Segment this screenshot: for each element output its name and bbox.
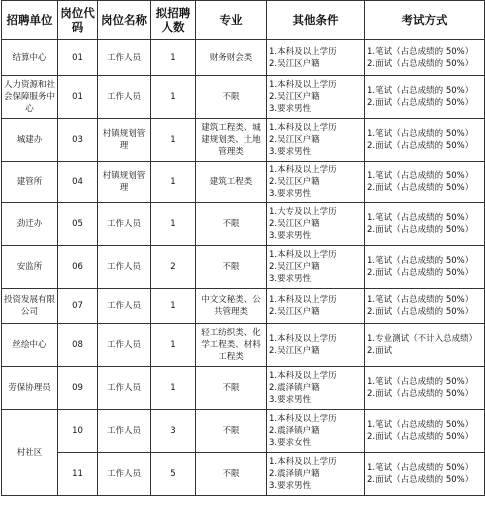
- unit-cell: 城建办: [2, 119, 58, 162]
- unit-cell: 建管所: [2, 162, 58, 203]
- exam-line: 1.专业测试（不计入总成绩）: [367, 334, 478, 344]
- exam-cell: [365, 162, 485, 203]
- exam-cell: [365, 324, 485, 367]
- header-unit: 招聘单位: [2, 1, 58, 40]
- count-cell: 1: [151, 76, 196, 119]
- condition-line: 3.要求男性: [269, 104, 312, 114]
- code-cell: 10: [58, 410, 98, 453]
- conditions-cell: [267, 162, 365, 203]
- major-cell: 建筑工程类: [196, 162, 267, 203]
- condition-line: 2.震泽镇户籍: [269, 469, 320, 479]
- condition-line: 1.本科及以上学历: [269, 371, 337, 381]
- unit-cell: 安监所: [2, 246, 58, 289]
- count-cell: 5: [151, 453, 196, 496]
- code-cell: 06: [58, 246, 98, 289]
- condition-line: 2.吴江区户籍: [269, 307, 320, 317]
- conditions-cell: [267, 246, 365, 289]
- position-cell: 工作人员: [98, 40, 151, 76]
- condition-line: 1.本科及以上学历: [269, 165, 337, 175]
- exam-line: 1.笔试（占总成绩的 50%）: [367, 463, 474, 473]
- condition-line: 2.吴江区户籍: [269, 262, 320, 272]
- condition-line: 2.吴江区户籍: [269, 135, 320, 145]
- exam-line: 2.面试（占总成绩的 50%）: [367, 307, 474, 317]
- major-cell: 不限: [196, 76, 267, 119]
- position-cell: 工作人员: [98, 453, 151, 496]
- condition-line: 2.震泽镇户籍: [269, 426, 320, 436]
- table-row: [2, 289, 485, 324]
- exam-cell: [365, 203, 485, 246]
- exam-line: 2.面试: [367, 346, 393, 356]
- exam-line: 2.面试（占总成绩的 50%）: [367, 98, 474, 108]
- condition-line: 2.吴江区户籍: [269, 346, 320, 356]
- unit-cell: 投资发展有限公司: [2, 289, 58, 324]
- count-cell: 1: [151, 324, 196, 367]
- position-cell: 工作人员: [98, 367, 151, 410]
- table-row: [2, 203, 485, 246]
- exam-line: 1.笔试（占总成绩的 50%）: [367, 256, 474, 266]
- condition-line: 2.吴江区户籍: [269, 58, 320, 69]
- condition-line: 3.要求女性: [269, 438, 312, 448]
- table-row: [2, 367, 485, 410]
- header-count: 拟招聘人数: [151, 1, 196, 40]
- code-cell: 11: [58, 453, 98, 496]
- exam-line: 2.面试（占总成绩的 50%）: [367, 432, 474, 442]
- unit-cell: 劲迁办: [2, 203, 58, 246]
- exam-line: 1.笔试（占总成绩的 50%）: [367, 420, 474, 430]
- table-row: [2, 246, 485, 289]
- condition-line: 3.要求男性: [269, 231, 312, 241]
- header-conditions: 其他条件: [267, 1, 365, 40]
- exam-cell: [365, 119, 485, 162]
- major-cell: 不限: [196, 246, 267, 289]
- major-cell: 建筑工程类、城建规划类、土地管理类: [196, 119, 267, 162]
- condition-line: 3.要求男性: [269, 481, 312, 491]
- exam-cell: [365, 76, 485, 119]
- unit-cell: 劳保协理员: [2, 367, 58, 410]
- conditions-cell: [267, 40, 365, 76]
- exam-cell: [365, 367, 485, 410]
- condition-line: 1.本科及以上学历: [269, 123, 337, 133]
- code-cell: 08: [58, 324, 98, 367]
- condition-line: 3.要求男性: [269, 189, 312, 199]
- exam-line: 1.笔试（占总成绩的 50%）: [367, 295, 474, 305]
- conditions-cell: [267, 367, 365, 410]
- position-cell: 工作人员: [98, 76, 151, 119]
- code-cell: 09: [58, 367, 98, 410]
- table-row: [2, 40, 485, 76]
- major-cell: 不限: [196, 453, 267, 496]
- conditions-cell: [267, 453, 365, 496]
- major-cell: 轻工纺织类、化学工程类、材料工程类: [196, 324, 267, 367]
- condition-line: 1.本科及以上学历: [269, 334, 337, 344]
- exam-line: 2.面试（占总成绩的 50%）: [367, 225, 474, 235]
- condition-line: 1.本科及以上学历: [269, 250, 337, 260]
- position-cell: 工作人员: [98, 203, 151, 246]
- exam-line: 2.面试（占总成绩的 50%）: [367, 475, 474, 485]
- exam-cell: [365, 40, 485, 76]
- major-cell: 不限: [196, 410, 267, 453]
- code-cell: 07: [58, 289, 98, 324]
- condition-line: 1.本科及以上学历: [269, 80, 337, 90]
- exam-cell: [365, 246, 485, 289]
- exam-line: 1.笔试（占总成绩的 50%）: [367, 213, 474, 223]
- conditions-cell: [267, 289, 365, 324]
- count-cell: 1: [151, 119, 196, 162]
- condition-line: 3.要求男性: [269, 274, 312, 284]
- position-cell: 村镇规划管理: [98, 162, 151, 203]
- position-cell: 工作人员: [98, 410, 151, 453]
- count-cell: 1: [151, 367, 196, 410]
- header-code: 岗位代码: [58, 1, 98, 40]
- exam-line: 2.面试（占总成绩的 50%）: [367, 58, 474, 69]
- code-cell: 01: [58, 76, 98, 119]
- unit-cell: 结算中心: [2, 40, 58, 76]
- code-cell: 03: [58, 119, 98, 162]
- code-cell: 04: [58, 162, 98, 203]
- header-exam: 考试方式: [365, 1, 485, 40]
- exam-line: 2.面试（占总成绩的 50%）: [367, 141, 474, 151]
- condition-line: 2.吴江区户籍: [269, 177, 320, 187]
- count-cell: 1: [151, 289, 196, 324]
- exam-line: 1.笔试（占总成绩的 50%）: [367, 86, 474, 96]
- exam-cell: [365, 289, 485, 324]
- exam-cell: [365, 453, 485, 496]
- conditions-cell: [267, 410, 365, 453]
- exam-line: 2.面试（占总成绩的 50%）: [367, 268, 474, 278]
- condition-line: 1.本科及以上学历: [269, 46, 337, 57]
- table-row: [2, 410, 485, 453]
- count-cell: 1: [151, 40, 196, 76]
- header-position: 岗位名称: [98, 1, 151, 40]
- conditions-cell: [267, 324, 365, 367]
- condition-line: 3.要求男性: [269, 395, 312, 405]
- recruitment-table: [1, 0, 485, 496]
- table-row: [2, 76, 485, 119]
- position-cell: 工作人员: [98, 246, 151, 289]
- exam-line: 1.笔试（占总成绩的 50%）: [367, 46, 474, 57]
- exam-line: 1.笔试（占总成绩的 50%）: [367, 171, 474, 181]
- table-row: [2, 162, 485, 203]
- condition-line: 2.震泽镇户籍: [269, 383, 320, 393]
- count-cell: 2: [151, 246, 196, 289]
- condition-line: 3.要求男性: [269, 147, 312, 157]
- condition-line: 1.本科及以上学历: [269, 457, 337, 467]
- condition-line: 1.本科及以上学历: [269, 414, 337, 424]
- count-cell: 1: [151, 162, 196, 203]
- unit-cell: 丝绘中心: [2, 324, 58, 367]
- exam-cell: [365, 410, 485, 453]
- exam-line: 2.面试（占总成绩的 50%）: [367, 389, 474, 399]
- header-major: 专业: [196, 1, 267, 40]
- position-cell: 工作人员: [98, 324, 151, 367]
- major-cell: 不限: [196, 203, 267, 246]
- condition-line: 2.吴江区户籍: [269, 219, 320, 229]
- conditions-cell: [267, 119, 365, 162]
- major-cell: 中文文秘类、公共管理类: [196, 289, 267, 324]
- code-cell: 01: [58, 40, 98, 76]
- condition-line: 2.吴江区户籍: [269, 92, 320, 102]
- condition-line: 1.大专及以上学历: [269, 207, 337, 217]
- code-cell: 05: [58, 203, 98, 246]
- table-row: [2, 324, 485, 367]
- major-cell: 财务财会类: [196, 40, 267, 76]
- exam-line: 2.面试（占总成绩的 50%）: [367, 183, 474, 193]
- count-cell: 1: [151, 203, 196, 246]
- position-cell: 工作人员: [98, 289, 151, 324]
- conditions-cell: [267, 76, 365, 119]
- count-cell: 3: [151, 410, 196, 453]
- table-row: [2, 453, 485, 496]
- exam-line: 1.笔试（占总成绩的 50%）: [367, 377, 474, 387]
- position-cell: 村镇规划管理: [98, 119, 151, 162]
- major-cell: 不限: [196, 367, 267, 410]
- header-row: [2, 1, 485, 40]
- table-row: [2, 119, 485, 162]
- exam-line: 1.笔试（占总成绩的 50%）: [367, 129, 474, 139]
- unit-cell: 村社区: [2, 410, 58, 496]
- condition-line: 1.本科及以上学历: [269, 295, 337, 305]
- conditions-cell: [267, 203, 365, 246]
- unit-cell: 人力资源和社会保障服务中心: [2, 76, 58, 119]
